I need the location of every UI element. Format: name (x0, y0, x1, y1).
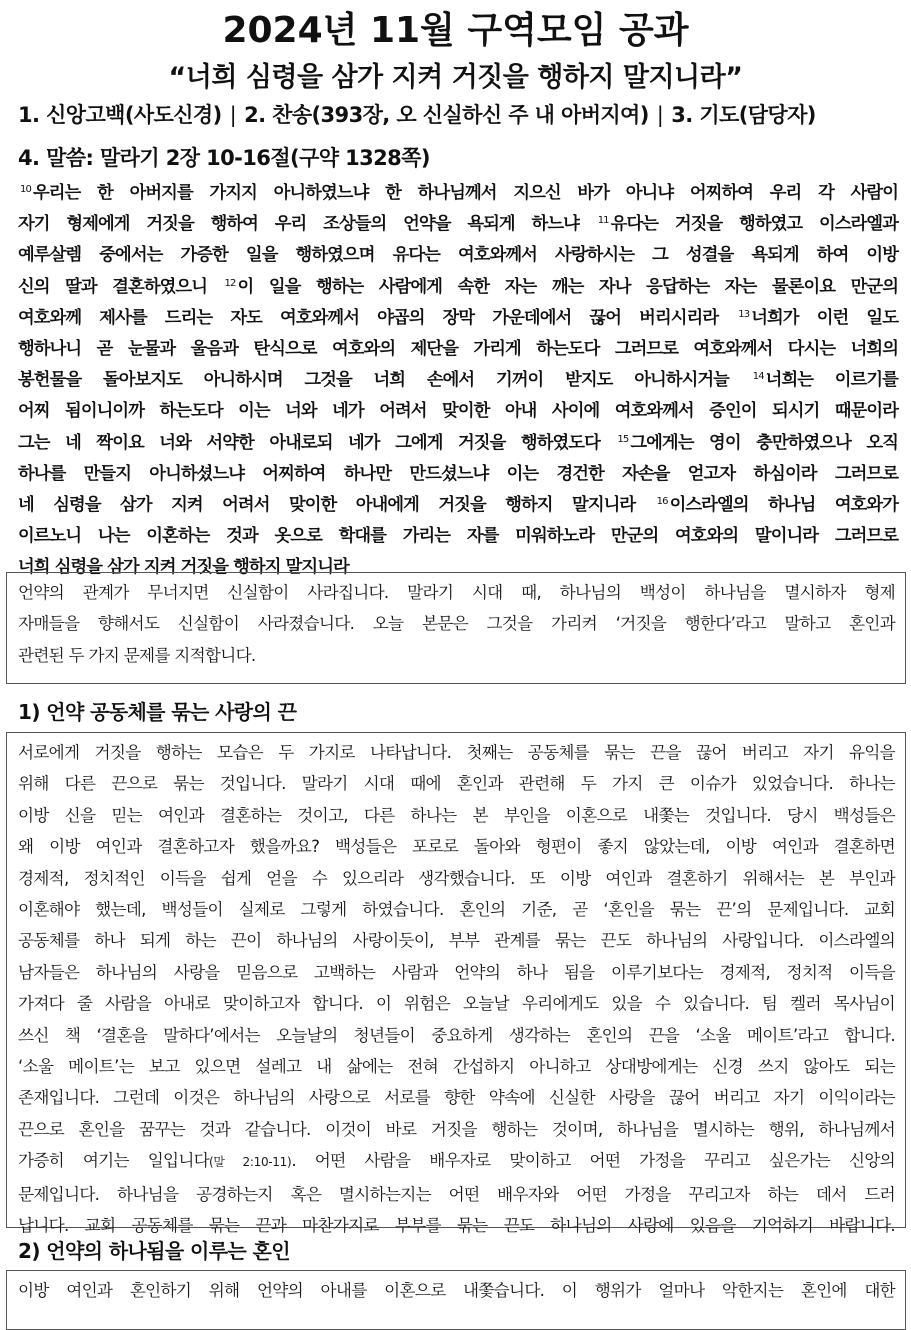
scripture-text (18, 178, 898, 584)
order-item-prayer: 3. 기도(담당자) (671, 103, 816, 127)
verse-text: 여호와께 제사를 드리는 자도 여호와께서 야곱의 장막 가운데에서 끊어 버리시리라 (18, 307, 737, 328)
scripture-line (18, 272, 898, 303)
section-body-2 (6, 1270, 906, 1330)
verse-text: 그에게는 영이 충만하였으나 오직 (630, 432, 898, 453)
paragraph-line: 자매들을 향해서도 신실함이 사라졌습니다. 오늘 본문은 그것을 가리켜 ‘거짓을 행한다’라고 말하고 혼인과 (18, 614, 895, 634)
verse-text: 신의 딸과 결혼하였으니 (18, 276, 223, 297)
scripture-line (18, 396, 898, 427)
scripture-line (18, 334, 898, 365)
verse-number: 14 (752, 371, 764, 383)
verse-number: 11 (597, 215, 609, 227)
paragraph-line: ‘소울 메이트’는 보고 있으면 설레고 내 삶에는 전혀 간섭하지 아니하고 상대방에게는 신경 쓰지 않아도 되는 (18, 1057, 895, 1077)
verse-text: 그는 네 짝이요 너와 서약한 아내로되 네가 그에게 거짓을 행하였도다 (18, 432, 616, 453)
paragraph-line: 이방 신을 믿는 여인과 결혼하는 것이고, 다른 하나는 본 부인을 이혼으로 내쫓는 것입니다. 당시 백성들은 (18, 805, 895, 825)
paragraph-line: 경제적, 정치적인 이득을 쉽게 얻을 수 있으리라 생각했습니다. 또 이방 여인과 결혼하기 위해서는 본 부인과 (18, 868, 895, 888)
separator: | (229, 103, 237, 127)
scripture-line (18, 521, 898, 552)
scripture-reference: 4. 말씀: 말라기 2장 10-16절(구약 1328쪽) (18, 146, 430, 170)
paragraph-line: 남자들은 하나님의 사랑을 믿음으로 고백하는 사람과 언약의 하나 됨을 이루기보다는 경제적, 정치적 이득을 (18, 962, 895, 982)
paragraph-line: 끈으로 혼인을 꿈꾸는 것과 같습니다. 이것이 바로 거짓을 행하는 것이며, 하나님을 멸시하는 행위, 하나님께서 (18, 1119, 895, 1139)
paragraph-line: 이방 여인과 혼인하기 위해 언약의 아내를 이혼으로 내쫓습니다. 이 행위가 얼마나 악한지는 혼인에 대한 (18, 1281, 895, 1300)
scripture-line (18, 459, 898, 490)
scripture-line (18, 178, 898, 209)
verse-text: 행하나니 곧 눈물과 울음과 탄식으로 여호와의 제단을 가리게 하는도다 그러므로 여호와께서 다시는 너희의 (18, 339, 898, 360)
scripture-line (18, 365, 898, 396)
verse-number: 10 (20, 184, 31, 195)
verse-text: 봉헌물을 돌아보지도 아니하시며 그것을 너희 손에서 기꺼이 받지도 아니하시거늘 (18, 370, 751, 391)
paragraph-line: 서로에게 거짓을 행하는 모습은 두 가지로 나타납니다. 첫째는 공동체를 묶는 끈을 끊어 버리고 자기 유익을 (18, 743, 895, 762)
worship-order (18, 99, 908, 131)
verse-text: 네 심령을 삼가 지켜 어려서 맞이한 아내에게 거짓을 행하지 말지니라 (18, 495, 655, 516)
section-heading-1: 1) 언약 공동체를 묶는 사랑의 끈 (18, 700, 297, 724)
verse-number: 13 (738, 308, 750, 320)
scripture-line (18, 428, 898, 459)
scripture-line (18, 490, 898, 521)
scripture-line (18, 240, 898, 271)
verse-text: 너희 심령을 삼가 지켜 거짓을 행하지 말지니라 (18, 557, 349, 578)
verse-number: 16 (656, 496, 668, 508)
paragraph-line: 납니다. 교회 공동체를 묶는 끈과 마찬가지로 부부를 묶는 끈도 하나님의 사랑에 있음을 기억하기 바랍니다. (18, 1216, 895, 1236)
verse-number: 15 (617, 433, 629, 445)
paragraph-line: 공동체를 하나 되게 하는 끈이 하나님의 사랑이듯이, 부부 관계를 묶는 끈도 하나님의 사랑입니다. 이스라엘의 (18, 931, 895, 951)
verse-text: 어찌 됨이니이까 하는도다 이는 너와 네가 어려서 맞이한 아내 사이에 여호와께서 증인이 되시기 때문이라 (18, 401, 898, 422)
verse-text: 자기 형제에게 거짓을 행하여 우리 조상들의 언약을 욕되게 하느냐 (18, 214, 596, 235)
scripture-line (18, 303, 898, 334)
section-heading-2: 2) 언약의 하나됨을 이루는 혼인 (18, 1239, 290, 1263)
verse-text: 우리는 한 아버지를 가지지 아니하였느냐 한 하나님께서 지으신 바가 아니냐 어찌하여 우리 각 사람이 (32, 183, 898, 203)
verse-text: 너희는 이르기를 (765, 370, 898, 391)
paragraph-line: 가증히 여기는 일입니다(말 2:10-11). 어떤 사람을 배우자로 맞이하고 어떤 가정을 꾸리고 싶은가는 신앙의 (18, 1151, 895, 1171)
verse-text: 너희가 이런 일도 (751, 307, 898, 328)
verse-text: 이르노니 나는 이혼하는 것과 옷으로 학대를 가리는 자를 미워하노라 만군의 여호와의 말이니라 그러므로 (18, 526, 898, 547)
verse-text: 이 일을 행하는 사람에게 속한 자는 깨는 자나 응답하는 자는 물론이요 만군의 (237, 276, 898, 297)
paragraph-line: 관련된 두 가지 문제를 지적합니다. (18, 645, 256, 665)
verse-number: 12 (224, 277, 236, 289)
paragraph-line: 이혼해야 했는데, 백성들이 실제로 그렇게 하였습니다. 혼인의 기준, 곧 ‘혼인을 묶는 끈’의 문제입니다. 교회 (18, 900, 895, 920)
paragraph-line: 가져다 줄 사람을 아내로 맞이하고자 합니다. 이 위험은 오늘날 우리에게도 있을 수 있습니다. 팀 켈러 목사님이 (18, 994, 895, 1014)
verse-text: 이스라엘의 하나님 여호와가 (669, 495, 899, 516)
paragraph-line: 문제입니다. 하나님을 공경하는지 혹은 멸시하는지는 어떤 배우자와 어떤 가정을 꾸리고자 하는 데서 드러 (18, 1184, 895, 1204)
order-item-creed: 1. 신앙고백(사도신경) (18, 103, 222, 127)
paragraph-line: 왜 이방 여인과 결혼하고자 했을까요? 백성들은 포로로 돌아와 형편이 좋지 않았는데, 이방 여인과 결혼하면 (18, 837, 895, 857)
verse-text: 하나를 만들지 아니하셨느냐 어찌하여 하나만 만드셨느냐 이는 경건한 자손을 얻고자 하심이라 그러므로 (18, 463, 898, 484)
bible-reference: (말 2:10-11) (209, 1155, 292, 1170)
page-title: 2024년 11월 구역모임 공과 (222, 10, 689, 51)
verse-text: 유다는 거짓을 행하였고 이스라엘과 (610, 214, 898, 235)
paragraph-line: 쓰신 책 ‘결혼을 말하다’에서는 오늘날의 청년들이 중요하게 생각하는 혼인의 끈을 ‘소울 메이트’라고 합니다. (18, 1025, 895, 1045)
verse-text: 예루살렘 중에서는 가증한 일을 행하였으며 유다는 여호와께서 사랑하시는 그 성결을 욕되게 하여 이방 (18, 245, 898, 266)
paragraph-line: 언약의 관계가 무너지면 신실함이 사라집니다. 말라기 시대 때, 하나님의 백성이 하나님을 멸시하자 형제 (18, 583, 895, 602)
order-item-hymn: 2. 찬송(393장, 오 신실하신 주 내 아버지여) (244, 103, 649, 127)
paragraph-line: 존재입니다. 그런데 이것은 하나님의 사랑으로 서로를 향한 약속에 신실한 사랑을 끊어 버리고 자기 이익이라는 (18, 1088, 895, 1108)
page-subtitle: “너희 심령을 삼가 지켜 거짓을 행하지 말지니라” (168, 62, 743, 93)
intro-box (6, 572, 906, 684)
paragraph-line: 위해 다른 끈으로 묶는 것입니다. 말라기 시대 때에 혼인과 관련해 두 가지 큰 이슈가 있었습니다. 하나는 (18, 774, 895, 794)
separator: | (656, 103, 664, 127)
scripture-line (18, 209, 898, 240)
section-body-1 (6, 732, 906, 1236)
